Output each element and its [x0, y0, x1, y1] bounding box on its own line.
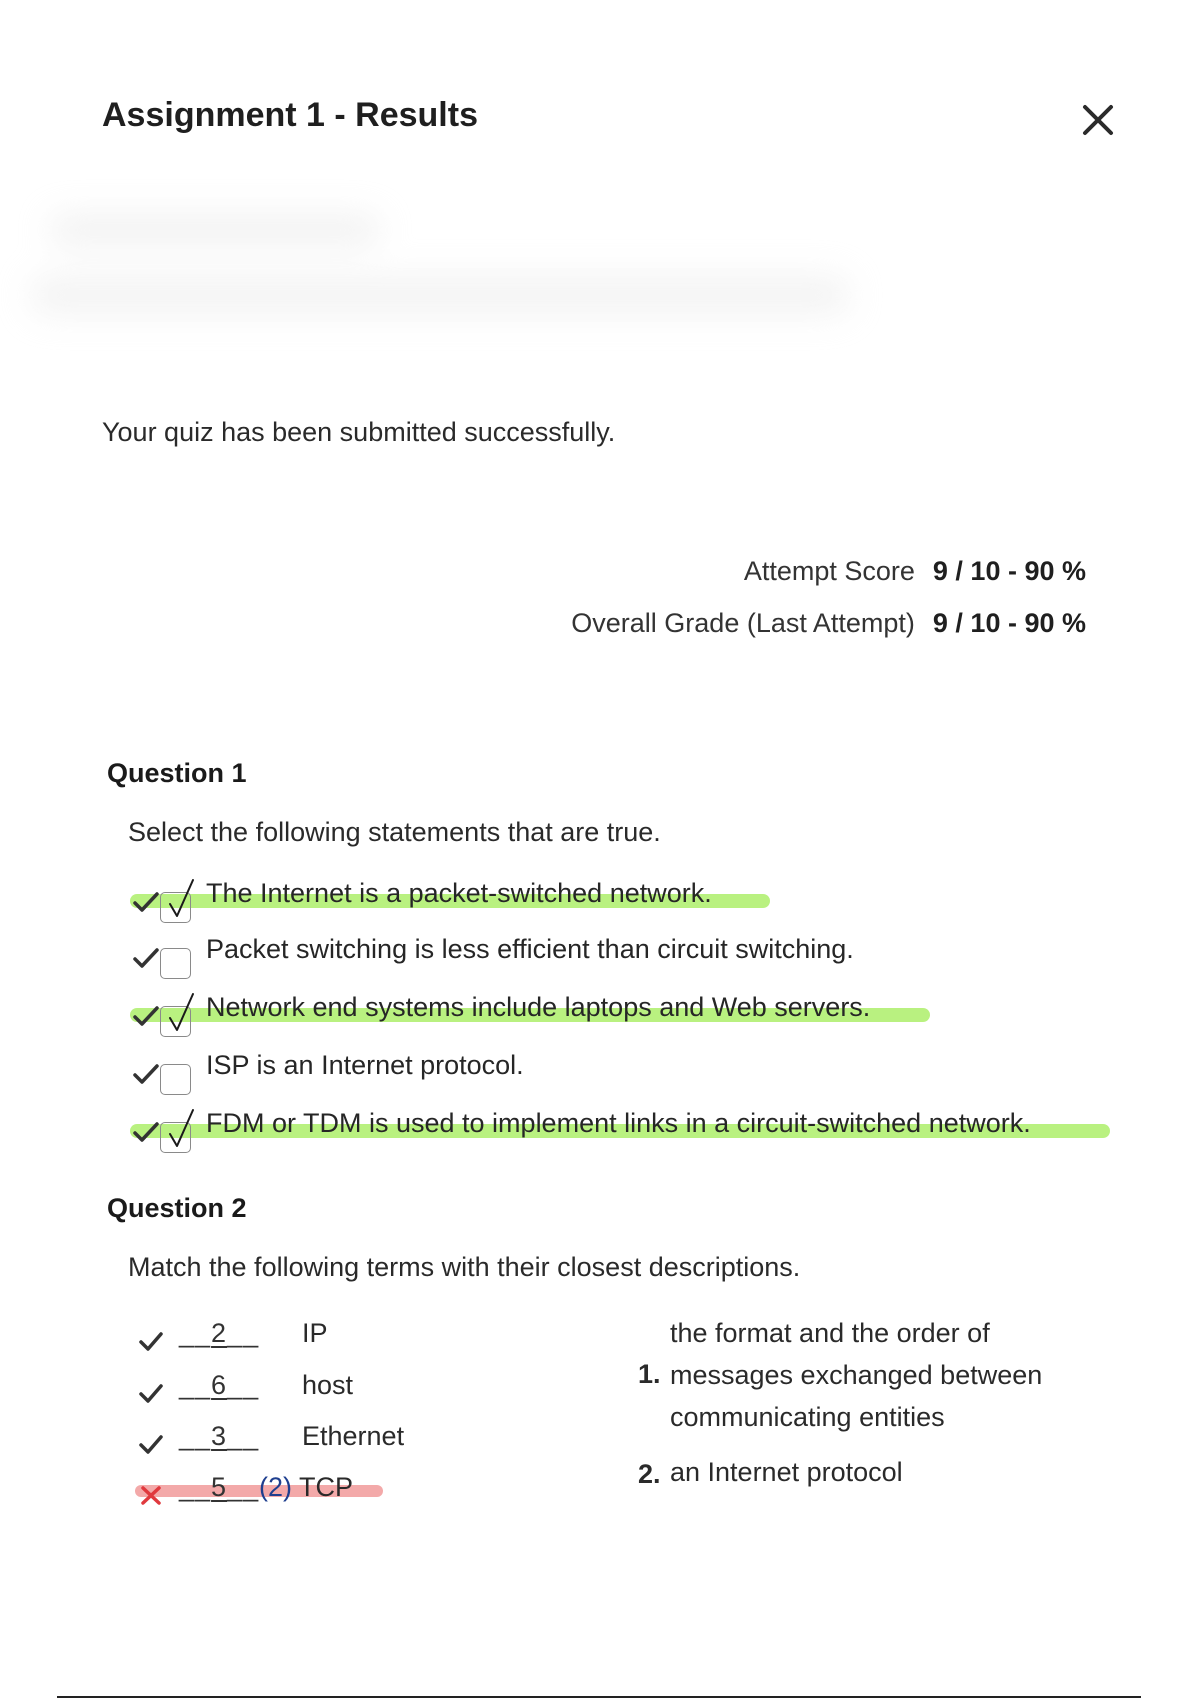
answer-blank[interactable]: __6__: [179, 1370, 260, 1400]
bottom-divider: [57, 1696, 1141, 1698]
incorrect-x-icon: [138, 1484, 164, 1506]
answer-option[interactable]: [130, 930, 1130, 980]
attempt-score-value: 9 / 10 - 90 %: [932, 556, 1086, 586]
checkbox-tick-icon: [162, 990, 198, 1034]
answer-option[interactable]: [130, 874, 1130, 924]
attempt-score-label: Attempt Score: [743, 556, 915, 586]
question-2-title: Question 2: [107, 1193, 247, 1223]
attempt-score-row: [744, 556, 1086, 587]
page-title: Assignment 1 - Results: [102, 96, 478, 134]
answer-blank[interactable]: __2__: [179, 1318, 260, 1348]
correct-check-icon: [132, 946, 160, 970]
correct-check-icon: [132, 1120, 160, 1144]
checkbox[interactable]: [160, 948, 191, 979]
answer-option-text: Packet switching is less efficient than circuit switching.: [206, 934, 854, 964]
answer-option[interactable]: [130, 1104, 1130, 1154]
close-button[interactable]: [1078, 100, 1118, 140]
description-number: 2.: [638, 1459, 661, 1489]
answer-option[interactable]: [130, 988, 1130, 1038]
matching-row: [135, 1370, 635, 1414]
answer-option[interactable]: [130, 1046, 1130, 1096]
redacted-region: [30, 205, 870, 355]
checkbox[interactable]: [160, 1064, 191, 1095]
correct-check-icon: [132, 890, 160, 914]
correct-answer: (2): [259, 1472, 292, 1502]
matching-row: [135, 1472, 635, 1516]
correct-check-icon: [138, 1433, 164, 1455]
description-text: the format and the order of messages exchanged between communicating entities: [670, 1318, 1043, 1432]
description-text: an Internet protocol: [670, 1457, 903, 1487]
matching-term: (2) TCP: [259, 1472, 354, 1502]
answer-blank[interactable]: __3__: [179, 1421, 260, 1451]
description-number: 1.: [638, 1359, 661, 1389]
answer-option-text: The Internet is a packet-switched network.: [206, 878, 712, 908]
overall-grade-value: 9 / 10 - 90 %: [932, 608, 1086, 638]
checkbox-tick-icon: [162, 876, 198, 920]
overall-grade-row: [571, 608, 1086, 639]
correct-check-icon: [132, 1062, 160, 1086]
answer-blank[interactable]: __5__: [179, 1472, 260, 1502]
submission-status: Your quiz has been submitted successfully.: [102, 417, 616, 447]
matching-row: [135, 1318, 635, 1362]
checkbox-tick-icon: [162, 1106, 198, 1150]
close-icon: [1078, 100, 1118, 140]
matching-term: host: [302, 1370, 354, 1400]
correct-check-icon: [138, 1330, 164, 1352]
question-2-prompt: Match the following terms with their closest descriptions.: [128, 1252, 801, 1282]
correct-check-icon: [132, 1004, 160, 1028]
answer-option-text: FDM or TDM is used to implement links in a circuit-switched network.: [206, 1108, 1031, 1138]
overall-grade-label: Overall Grade (Last Attempt): [571, 608, 915, 638]
matching-term: Ethernet: [302, 1421, 405, 1451]
question-1-title: Question 1: [107, 758, 247, 788]
answer-option-text: Network end systems include laptops and Web servers.: [206, 992, 871, 1022]
matching-row: [135, 1421, 635, 1465]
matching-term: IP: [302, 1318, 328, 1348]
answer-option-text: ISP is an Internet protocol.: [206, 1050, 524, 1080]
correct-check-icon: [138, 1382, 164, 1404]
question-1-prompt: Select the following statements that are true.: [128, 817, 661, 847]
